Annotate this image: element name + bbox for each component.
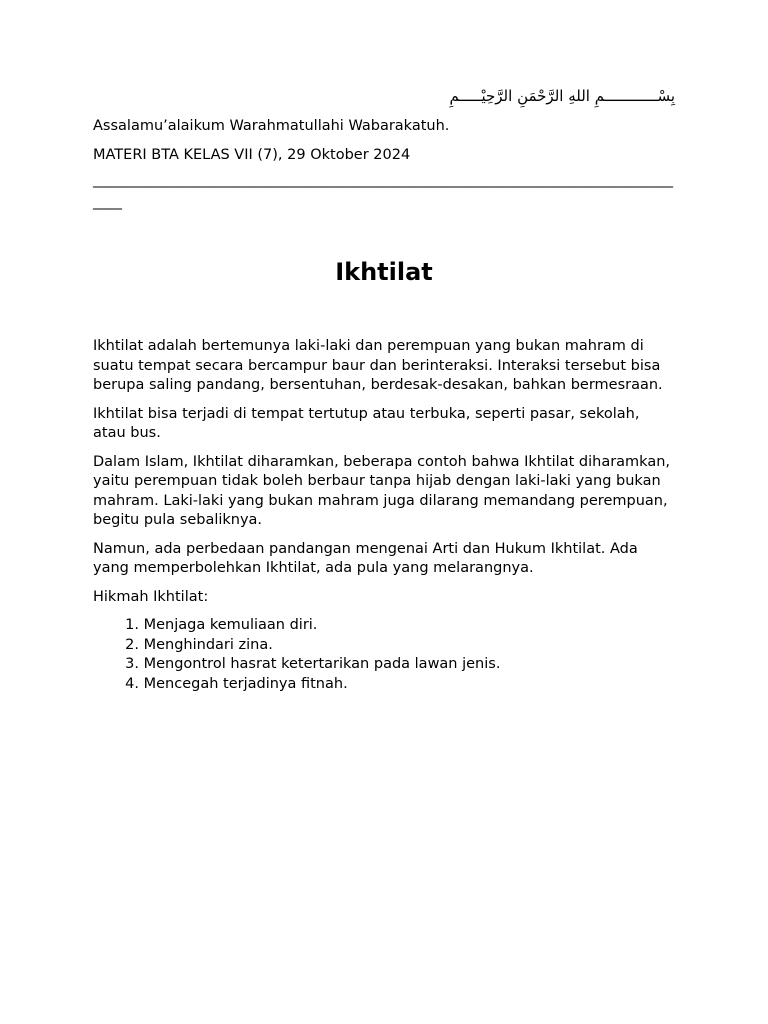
list-item — [93, 675, 675, 695]
paragraph-location: Ikhtilat bisa terjadi di tempat tertutup atau terbuka, seperti pasar, sekolah, atau bus. — [93, 405, 640, 441]
list-item-number: 2. — [125, 636, 139, 653]
hikmah-heading: Hikmah Ikhtilat: — [93, 588, 209, 605]
list-item-number: 4. — [125, 675, 139, 692]
paragraph-ruling: Dalam Islam, Ikhtilat diharamkan, beberapa contoh bahwa Ikhtilat diharamkan, yaitu perempuan tidak boleh berbaur tanpa hijab dengan laki-laki yang bukan mahram. Laki-laki yang bukan mahram juga dilarang memandang perempuan, begitu pula sebaliknya. — [93, 453, 670, 528]
list-item-text: Mengontrol hasrat ketertarikan pada lawan jenis. — [143, 656, 501, 672]
list-item-text: Mencegah terjadinya fitnah. — [143, 675, 348, 692]
greeting-text: Assalamu’alaikum Warahmatullahi Wabarakatuh. — [93, 118, 450, 134]
materi-heading: MATERI BTA KELAS VII (7), 29 Oktober 2024 — [93, 147, 411, 163]
hikmah-list — [93, 616, 675, 694]
list-item-number: 3. — [125, 656, 139, 672]
list-item — [93, 616, 675, 636]
paragraph-definition: Ikhtilat adalah bertemunya laki-laki dan perempuan yang bukan mahram di suatu tempat secara bercampur baur dan berinteraksi. Interaksi tersebut bisa berupa saling pandang, bersentuhan, berdesak-desakan, bahkan bermesraan. — [93, 338, 663, 393]
list-item-number: 1. — [125, 617, 139, 633]
separator-line: ____________________________________________________________________________________ — [93, 172, 673, 210]
basmala-text: بِسْــــــــــــمِ اللهِ الرَّحْمَنِ الرَّحِيْـــــمِ — [449, 87, 675, 105]
content-body — [93, 337, 675, 694]
list-item-text: Menjaga kemuliaan diri. — [143, 617, 318, 633]
list-item — [93, 655, 675, 675]
paragraph-views: Namun, ada perbedaan pandangan mengenai Arti dan Hukum Ikhtilat. Ada yang memperbolehkan Ikhtilat, ada pula yang melarangnya. — [93, 540, 638, 576]
page-title: Ikhtilat — [335, 258, 433, 286]
list-item — [93, 636, 675, 656]
list-item-text: Menghindari zina. — [143, 636, 273, 653]
document-page — [93, 84, 675, 694]
